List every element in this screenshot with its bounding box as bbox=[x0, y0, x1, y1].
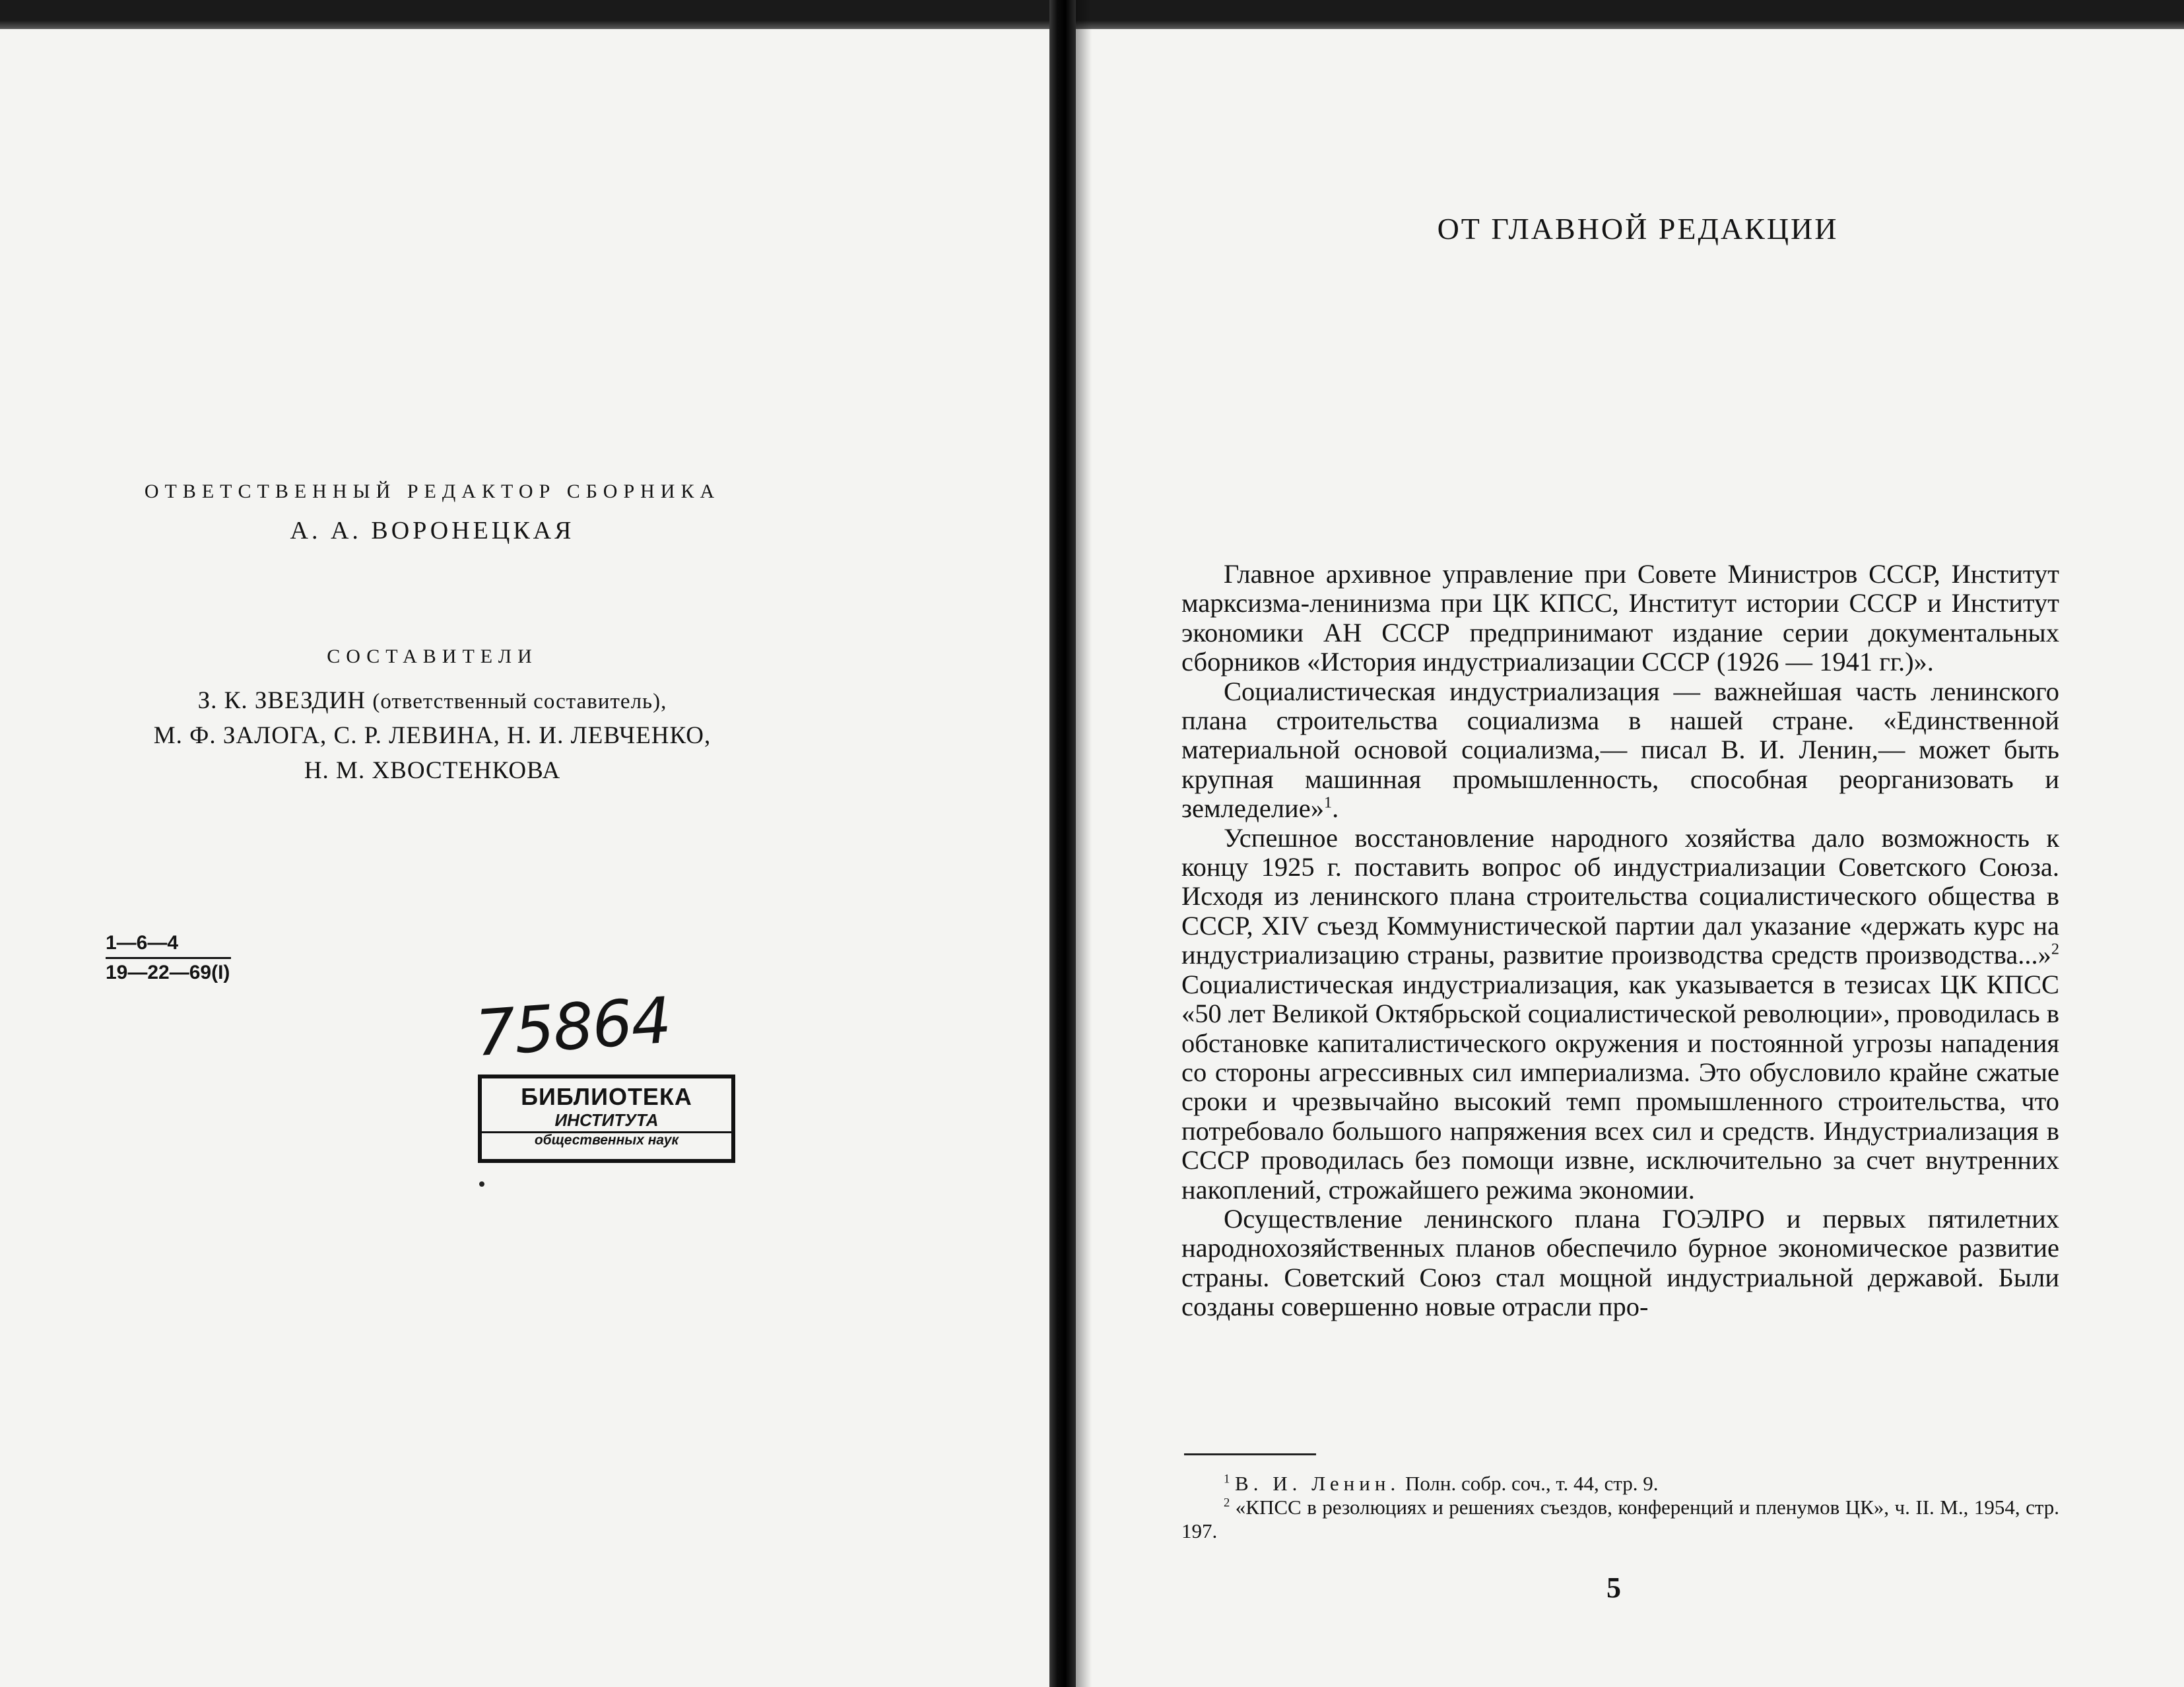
stamp-line-library: БИБЛИОТЕКА bbox=[521, 1083, 692, 1110]
footnotes bbox=[1181, 1472, 2059, 1543]
ink-speck bbox=[479, 1181, 484, 1187]
footnote-author: В. И. Ленин. bbox=[1235, 1472, 1401, 1495]
editor-name: А. А. ВОРОНЕЦКАЯ bbox=[290, 517, 575, 545]
footnote-text: Полн. собр. соч., т. 44, стр. 9. bbox=[1405, 1472, 1659, 1495]
right-page bbox=[1092, 0, 2184, 1687]
left-page bbox=[0, 0, 1049, 1687]
footnote-ref: 2 bbox=[2051, 940, 2059, 958]
body-text bbox=[1181, 560, 2059, 1322]
stamp-line-social-sciences: общественных наук bbox=[482, 1131, 731, 1147]
footnote bbox=[1181, 1496, 2059, 1543]
compiler-name: З. К. ЗВЕЗДИН bbox=[197, 687, 366, 714]
editor-heading: ОТВЕТСТВЕННЫЙ РЕДАКТОР СБОРНИКА bbox=[144, 480, 721, 502]
paragraph-text: Успешное восстановление народного хозяйства дало возможность к концу 1925 г. поставить вопрос об индустриализации Советского Союза. Исходя из ленинского плана строительства социалистического общества в СССР, XIV съезд Коммунистической партии дал указание «держать курс на индустриализацию страны, развитие производства средств производства...» bbox=[1181, 822, 2059, 970]
paragraph: Осуществление ленинского плана ГОЭЛРО и первых пятилетних народнохозяйственных планов обеспечило бурное экономическое развитие страны. Советский Союз стал мощной индустриальной державой. Были созданы совершенно новые отрасли про- bbox=[1181, 1203, 2059, 1322]
paragraph bbox=[1181, 824, 2059, 1205]
compiler-line-1 bbox=[0, 686, 865, 715]
footnote bbox=[1181, 1472, 2059, 1496]
index-code bbox=[106, 929, 231, 987]
compilers-heading: СОСТАВИТЕЛИ bbox=[327, 645, 538, 667]
compiler-role: (ответственный составитель), bbox=[372, 690, 667, 713]
paragraph-text: Социалистическая индустриализация, как указывается в тезисах ЦК КПСС «50 лет Великой Октябрьской социалистической революции», проводилась в обстановке капиталистического окружения и постоянной угрозы нападения со стороны агрессивных сил империализма. Это обусловило крайне сжатые сроки и чрезвычайно высокий темп промышленного строительства, что потребовало большого напряжения всех сил и средств. Индустриализация в СССР проводилась без помощи извне, исключительно за счет внутренних накоплений, строжайшего режима экономии. bbox=[1181, 969, 2059, 1205]
handwritten-accession-number: 75864 bbox=[473, 983, 673, 1071]
spine-shadow bbox=[1076, 0, 1092, 1687]
footnote-marker: 1 bbox=[1224, 1472, 1230, 1486]
footnote-ref: 1 bbox=[1323, 793, 1333, 812]
book-spine bbox=[1049, 0, 1076, 1687]
footnote-rule bbox=[1184, 1453, 1316, 1455]
paragraph: Социалистическая индустриализация — важнейшая часть ленинского плана строительства социализма в нашей стране. «Единственной материальной основой социализма,— писал В. И. Ленин,— может быть крупная машинная промышленность, способная реорганизовать и земледелие»$^1$. bbox=[1181, 676, 2059, 824]
stamp-line-institute: ИНСТИТУТА bbox=[554, 1110, 659, 1130]
index-code-top: 1—6—4 bbox=[106, 929, 231, 959]
section-title: ОТ ГЛАВНОЙ РЕДАКЦИИ bbox=[1437, 212, 1839, 246]
paragraph: Главное архивное управление при Совете Министров СССР, Институт марксизма-ленинизма при ЦК КПСС, Институт истории СССР и Институт экономики АН СССР предпринимают издание серии документальных сборников «История индустриализации СССР (1926 — 1941 гг.)». bbox=[1181, 559, 2059, 677]
page-number: 5 bbox=[1606, 1571, 1621, 1604]
paragraph-text: Социалистическая индустриализация — важнейшая часть ленинского плана строительства социализма в нашей стране. «Единственной материальной основой социализма,— писал В. И. Ленин,— может быть крупная машинная промышленность, способная реорганизовать и земледелие» bbox=[1181, 676, 2059, 824]
compiler-line-2: М. Ф. ЗАЛОГА, С. Р. ЛЕВИНА, Н. И. ЛЕВЧЕНКО, bbox=[153, 722, 711, 749]
footnote-marker: 2 bbox=[1224, 1496, 1230, 1510]
index-code-bottom: 19—22—69(I) bbox=[106, 962, 230, 983]
footnote-text: «КПСС в резолюциях и решениях съездов, конференций и пленумов ЦК», ч. II. М., 1954, стр. 197. bbox=[1181, 1496, 2059, 1542]
library-stamp bbox=[478, 1075, 735, 1163]
compiler-line-3: Н. М. ХВОСТЕНКОВА bbox=[304, 757, 561, 784]
